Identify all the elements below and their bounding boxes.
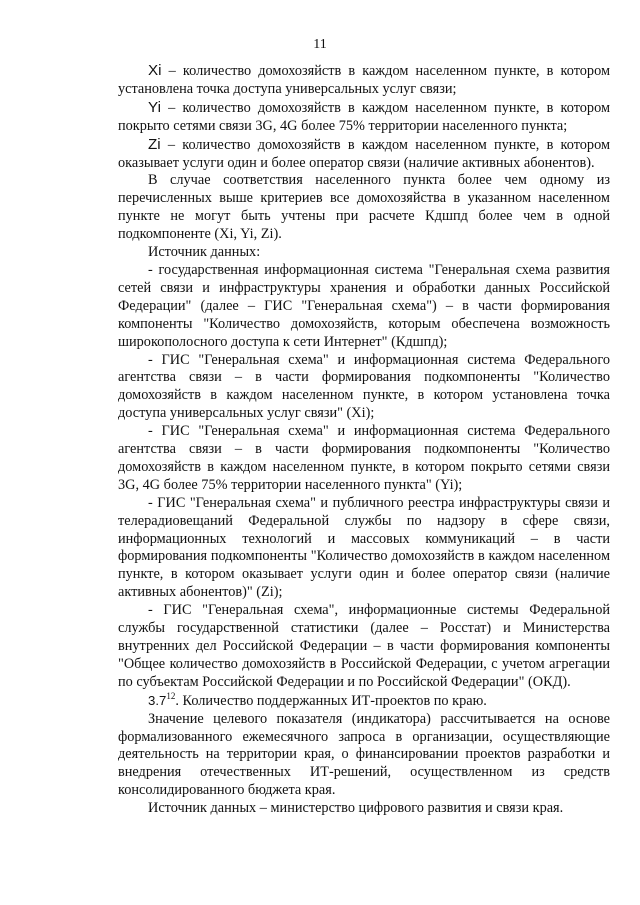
source-item-3: - ГИС "Генеральная схема" и информационная система Федерального агентства связи – в части формирования подкомпоненты "Количество домохозяйств в каждом населенном пункте, в котором покрыто сетями связи 3G, 4G более 75% территории населенного пункта" (Yi); <box>118 423 610 493</box>
zi-definition <box>118 136 610 173</box>
section-number: 3.7 <box>148 692 167 708</box>
yi-definition-text: – количество домохозяйств в каждом населенном пункте, в котором покрыто сетями связи 3G, 4G более 75% территории населенного пункта; <box>118 99 610 134</box>
source-item-4: - ГИС "Генеральная схема" и публичного реестра инфраструктуры связи и телерадиовещаний Федеральной службы по надзору в сфере связи, информационных технологий и массовых коммуникаций – в части формирования подкомпоненты "Количество домохозяйств в каждом населенном пункте, в котором оказывает услуги один и более оператор связи (наличие активных абонентов)" (Zi); <box>118 494 610 601</box>
page-number: 11 <box>313 37 327 52</box>
section-heading <box>118 692 610 711</box>
source-heading: Источник данных: <box>148 244 261 261</box>
xi-definition <box>118 62 610 99</box>
source-item-2: - ГИС "Генеральная схема" и информационная система Федерального агентства связи – в части формирования подкомпоненты "Количество домохозяйств в каждом населенном пункте, в котором установлена точка доступа универсальных услуг связи" (Xi); <box>118 351 610 422</box>
document-body <box>118 62 610 818</box>
yi-definition <box>118 99 610 136</box>
zi-variable: Zi <box>148 135 161 153</box>
indicator-paragraph: Значение целевого показателя (индикатора) рассчитывается на основе формализованного ежемесячного запроса в организации, осуществляющие деятельность на территории края, о финансировании проектов разработки и внедрения отечественных ИТ-решений, осуществленном из средств консолидированного бюджета края. <box>118 710 610 799</box>
xi-variable: Xi <box>148 62 162 79</box>
section-title: . Количество поддержанных ИТ-проектов по краю. <box>175 692 487 709</box>
criteria-paragraph: В случае соответствия населенного пункта более чем одному из перечисленных выше критериев все домохозяйства в указанном населенном пункте не могут быть учтены при расчете Кдшпд более чем в одной подкомпоненте (Xi, Yi, Zi). <box>118 172 610 243</box>
source-item-5: - ГИС "Генеральная схема", информационные системы Федеральной службы государственной статистики (далее – Росстат) и Министерства внутренних дел Российской Федерации – в части формирования компоненты "Общее количество домохозяйств в Российской Федерации, с учетом агрегации по субъектам Российской Федерации и по Российской Федерации" (ОКД). <box>118 602 610 690</box>
zi-definition-text: – количество домохозяйств в каждом населенном пункте, в котором оказывает услуги один и более оператор связи (наличие активных абонентов). <box>118 136 610 171</box>
final-source: Источник данных – министерство цифрового развития и связи края. <box>148 800 564 817</box>
yi-variable: Yi <box>148 98 161 116</box>
footnote-marker: 12 <box>166 690 176 701</box>
xi-definition-text: – количество домохозяйств в каждом населенном пункте, в котором установлена точка доступа универсальных услуг связи; <box>118 63 610 97</box>
source-item-1: - государственная информационная система "Генеральная схема развития сетей связи и инфраструктуры хранения и обработки данных Российской Федерации" (далее – ГИС "Генеральная схема") – в части формирования компоненты "Количество домохозяйств, которым обеспечена возможность широкополосного доступа к сети Интернет" (Кдшпд); <box>118 261 610 350</box>
